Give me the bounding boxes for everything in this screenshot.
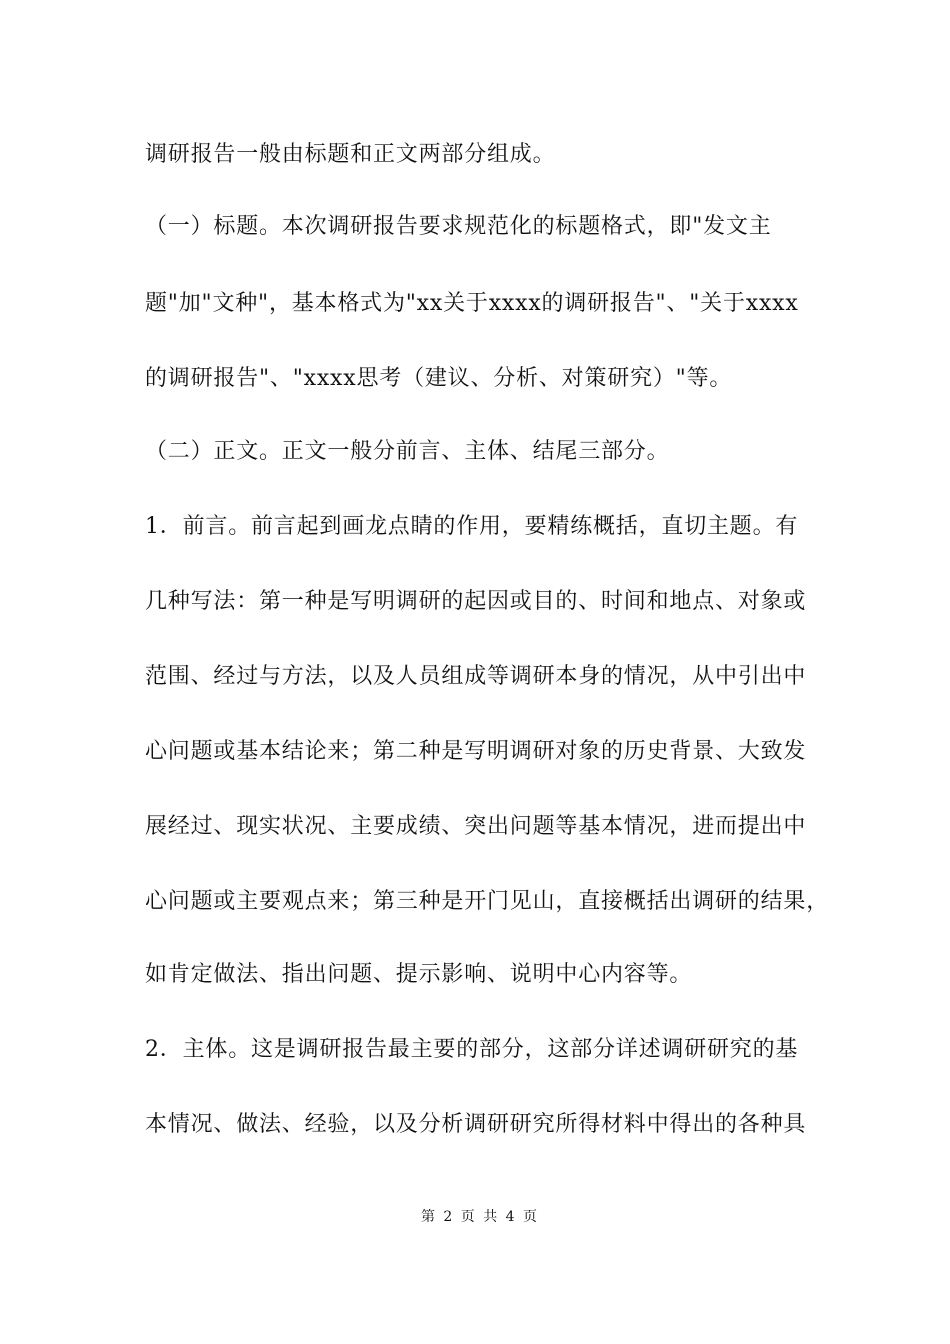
paragraph-line: 范围、经过与方法，以及人员组成等调研本身的情况，从中引出中 <box>145 664 807 689</box>
paragraph-line: 如肯定做法、指出问题、提示影响、说明中心内容等。 <box>145 962 693 987</box>
paragraph-line: （二）正文。正文一般分前言、主体、结尾三部分。 <box>145 439 670 464</box>
paragraph-line: 题"加"文种"，基本格式为"xx关于xxxx的调研报告"、"关于xxxx <box>145 291 799 316</box>
page-footer <box>0 1207 950 1227</box>
page-number-label: 第 2 页 共 4 页 <box>420 1209 540 1225</box>
paragraph-line: （一）标题。本次调研报告要求规范化的标题格式，即"发文主 <box>145 214 772 239</box>
paragraph-line: 的调研报告"、"xxxx思考（建议、分析、对策研究）"等。 <box>145 366 733 391</box>
paragraph-line: 心问题或基本结论来；第二种是写明调研对象的历史背景、大致发 <box>145 739 807 764</box>
paragraph-line: 2．主体。这是调研报告最主要的部分，这部分详述调研研究的基 <box>145 1037 799 1062</box>
paragraph-line: 心问题或主要观点来；第三种是开门见山，直接概括出调研的结果， <box>145 889 830 914</box>
paragraph-line: 本情况、做法、经验，以及分析调研研究所得材料中得出的各种具 <box>145 1112 807 1137</box>
paragraph-line: 几种写法：第一种是写明调研的起因或目的、时间和地点、对象或 <box>145 589 807 614</box>
paragraph-line: 调研报告一般由标题和正文两部分组成。 <box>145 142 556 167</box>
paragraph-line: 展经过、现实状况、主要成绩、突出问题等基本情况，进而提出中 <box>145 814 807 839</box>
paragraph-line: 1．前言。前言起到画龙点睛的作用，要精练概括，直切主题。有 <box>145 514 799 539</box>
